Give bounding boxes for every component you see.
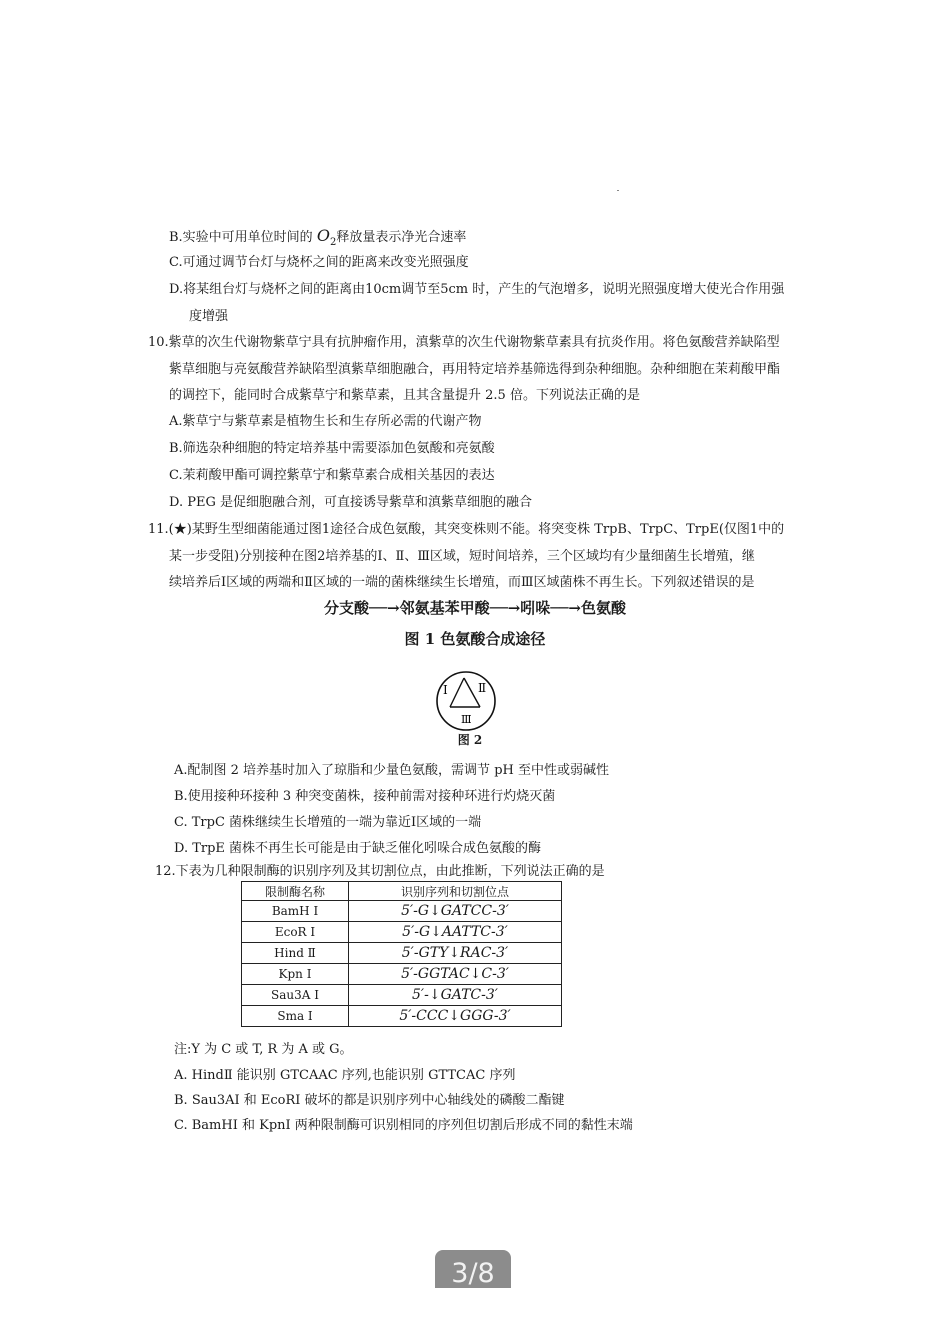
enzyme-name: Kpn Ⅰ [242, 964, 349, 985]
q11-option-d: D. TrpE 菌株不再生长可能是由于缺乏催化吲哚合成色氨酸的酶 [174, 841, 542, 856]
q9-option-b-prefix: B.实验中可用单位时间的 [169, 230, 313, 245]
table-row [242, 901, 562, 922]
header-enzyme-name: 限制酶名称 [242, 882, 349, 901]
enzyme-name: BamH Ⅰ [242, 901, 349, 922]
q10-option-c: C.茉莉酸甲酯可调控紫草宁和紫草素合成相关基因的表达 [169, 468, 495, 483]
q9-option-b [169, 227, 466, 252]
region-1-label: Ⅰ [443, 683, 448, 697]
petri-dish-figure [428, 670, 504, 732]
q10-stem-line1: 10.紫草的次生代谢物紫草宁具有抗肿瘤作用，滇紫草的次生代谢物紫草素具有抗炎作用。将色氨酸营养缺陷型 [148, 335, 780, 350]
figure-2-caption: 图 2 [457, 733, 483, 747]
q10-option-b: B.筛选杂种细胞的特定培养基中需要添加色氨酸和亮氨酸 [169, 441, 495, 456]
recognition-sequence: 5′-↓GATC-3′ [349, 985, 562, 1006]
q10-option-a: A.紫草宁与紫草素是植物生长和生存所必需的代谢产物 [169, 414, 482, 429]
o2-formula: $O_2$ [316, 226, 337, 249]
q11-stem-line2: 某一步受阻)分别接种在图2培养基的Ⅰ、Ⅱ、Ⅲ区域，短时间培养，三个区域均有少量细菌生长增殖，继 [169, 549, 755, 564]
q11-option-b: B.使用接种环接种 3 种突变菌株，接种前需对接种环进行灼烧灭菌 [174, 789, 556, 804]
q9-option-b-suffix: 释放量表示净光合速率 [336, 230, 467, 245]
tryptophan-pathway: 分支酸──→邻氨基苯甲酸──→吲哚──→色氨酸 [324, 599, 626, 617]
header-recognition-site: 识别序列和切割位点 [349, 882, 562, 901]
region-3-label: Ⅲ [461, 713, 472, 726]
scan-speck [617, 190, 619, 191]
q10-stem-line2: 紫草细胞与亮氨酸营养缺陷型滇紫草细胞融合，再用特定培养基筛选得到杂种细胞。杂种细胞在茉莉酸甲酯 [169, 362, 781, 377]
table-row [242, 943, 562, 964]
recognition-sequence: 5′-GGTAC↓C-3′ [349, 964, 562, 985]
restriction-enzyme-table [241, 881, 562, 1027]
q9-option-d-line2: 度增强 [189, 309, 229, 324]
q12-option-c: C. BamHⅠ 和 KpnⅠ 两种限制酶可识别相同的序列但切割后形成不同的黏性末端 [174, 1118, 633, 1133]
q10-stem-line3: 的调控下，能同时合成紫草宁和紫草素，且其含量提升 2.5 倍。下列说法正确的是 [169, 388, 640, 403]
recognition-sequence: 5′-GTY↓RAC-3′ [349, 943, 562, 964]
enzyme-name: Sma Ⅰ [242, 1006, 349, 1027]
q11-option-c: C. TrpC 菌株继续生长增殖的一端为靠近Ⅰ区域的一端 [174, 815, 482, 830]
recognition-sequence: 5′-CCC↓GGG-3′ [349, 1006, 562, 1027]
divider-left [450, 678, 464, 707]
table-row [242, 985, 562, 1006]
table-row [242, 922, 562, 943]
recognition-sequence: 5′-G↓AATTC-3′ [349, 922, 562, 943]
q12-note: 注:Y 为 C 或 T, R 为 A 或 G。 [174, 1042, 353, 1057]
enzyme-name: EcoR Ⅰ [242, 922, 349, 943]
q11-stem-line1: 11.(★)某野生型细菌能通过图1途径合成色氨酸，其突变株则不能。将突变株 TrpB、TrpC、TrpE(仅图1中的 [148, 522, 785, 537]
recognition-sequence: 5′-G↓GATCC-3′ [349, 901, 562, 922]
q11-stem-line3: 续培养后Ⅰ区域的两端和Ⅱ区域的一端的菌株继续生长增殖，而Ⅲ区域菌株不再生长。下列叙述错误的是 [169, 575, 755, 590]
table-row [242, 964, 562, 985]
page-indicator: 3/8 [435, 1250, 511, 1288]
figure-1-caption: 图 1 色氨酸合成途径 [404, 630, 546, 648]
q10-option-d: D. PEG 是促细胞融合剂，可直接诱导紫草和滇紫草细胞的融合 [169, 495, 532, 510]
q12-option-b: B. Sau3AⅠ 和 EcoRⅠ 破坏的都是识别序列中心轴线处的磷酸二酯键 [174, 1093, 565, 1108]
q9-option-d-line1: D.将某组台灯与烧杯之间的距离由10cm调节至5cm 时，产生的气泡增多，说明光照强度增大使光合作用强 [169, 282, 785, 297]
q11-option-a: A.配制图 2 培养基时加入了琼脂和少量色氨酸，需调节 pH 至中性或弱碱性 [174, 763, 609, 778]
enzyme-name: Hind Ⅱ [242, 943, 349, 964]
table-header-row [242, 882, 562, 901]
enzyme-name: Sau3A Ⅰ [242, 985, 349, 1006]
q12-stem: 12.下表为几种限制酶的识别序列及其切割位点，由此推断，下列说法正确的是 [155, 864, 605, 879]
region-2-label: Ⅱ [478, 681, 487, 695]
q12-option-a: A. HindⅡ 能识别 GTCAAC 序列,也能识别 GTTCAC 序列 [174, 1068, 516, 1083]
q9-option-c: C.可通过调节台灯与烧杯之间的距离来改变光照强度 [169, 255, 469, 270]
table-row [242, 1006, 562, 1027]
